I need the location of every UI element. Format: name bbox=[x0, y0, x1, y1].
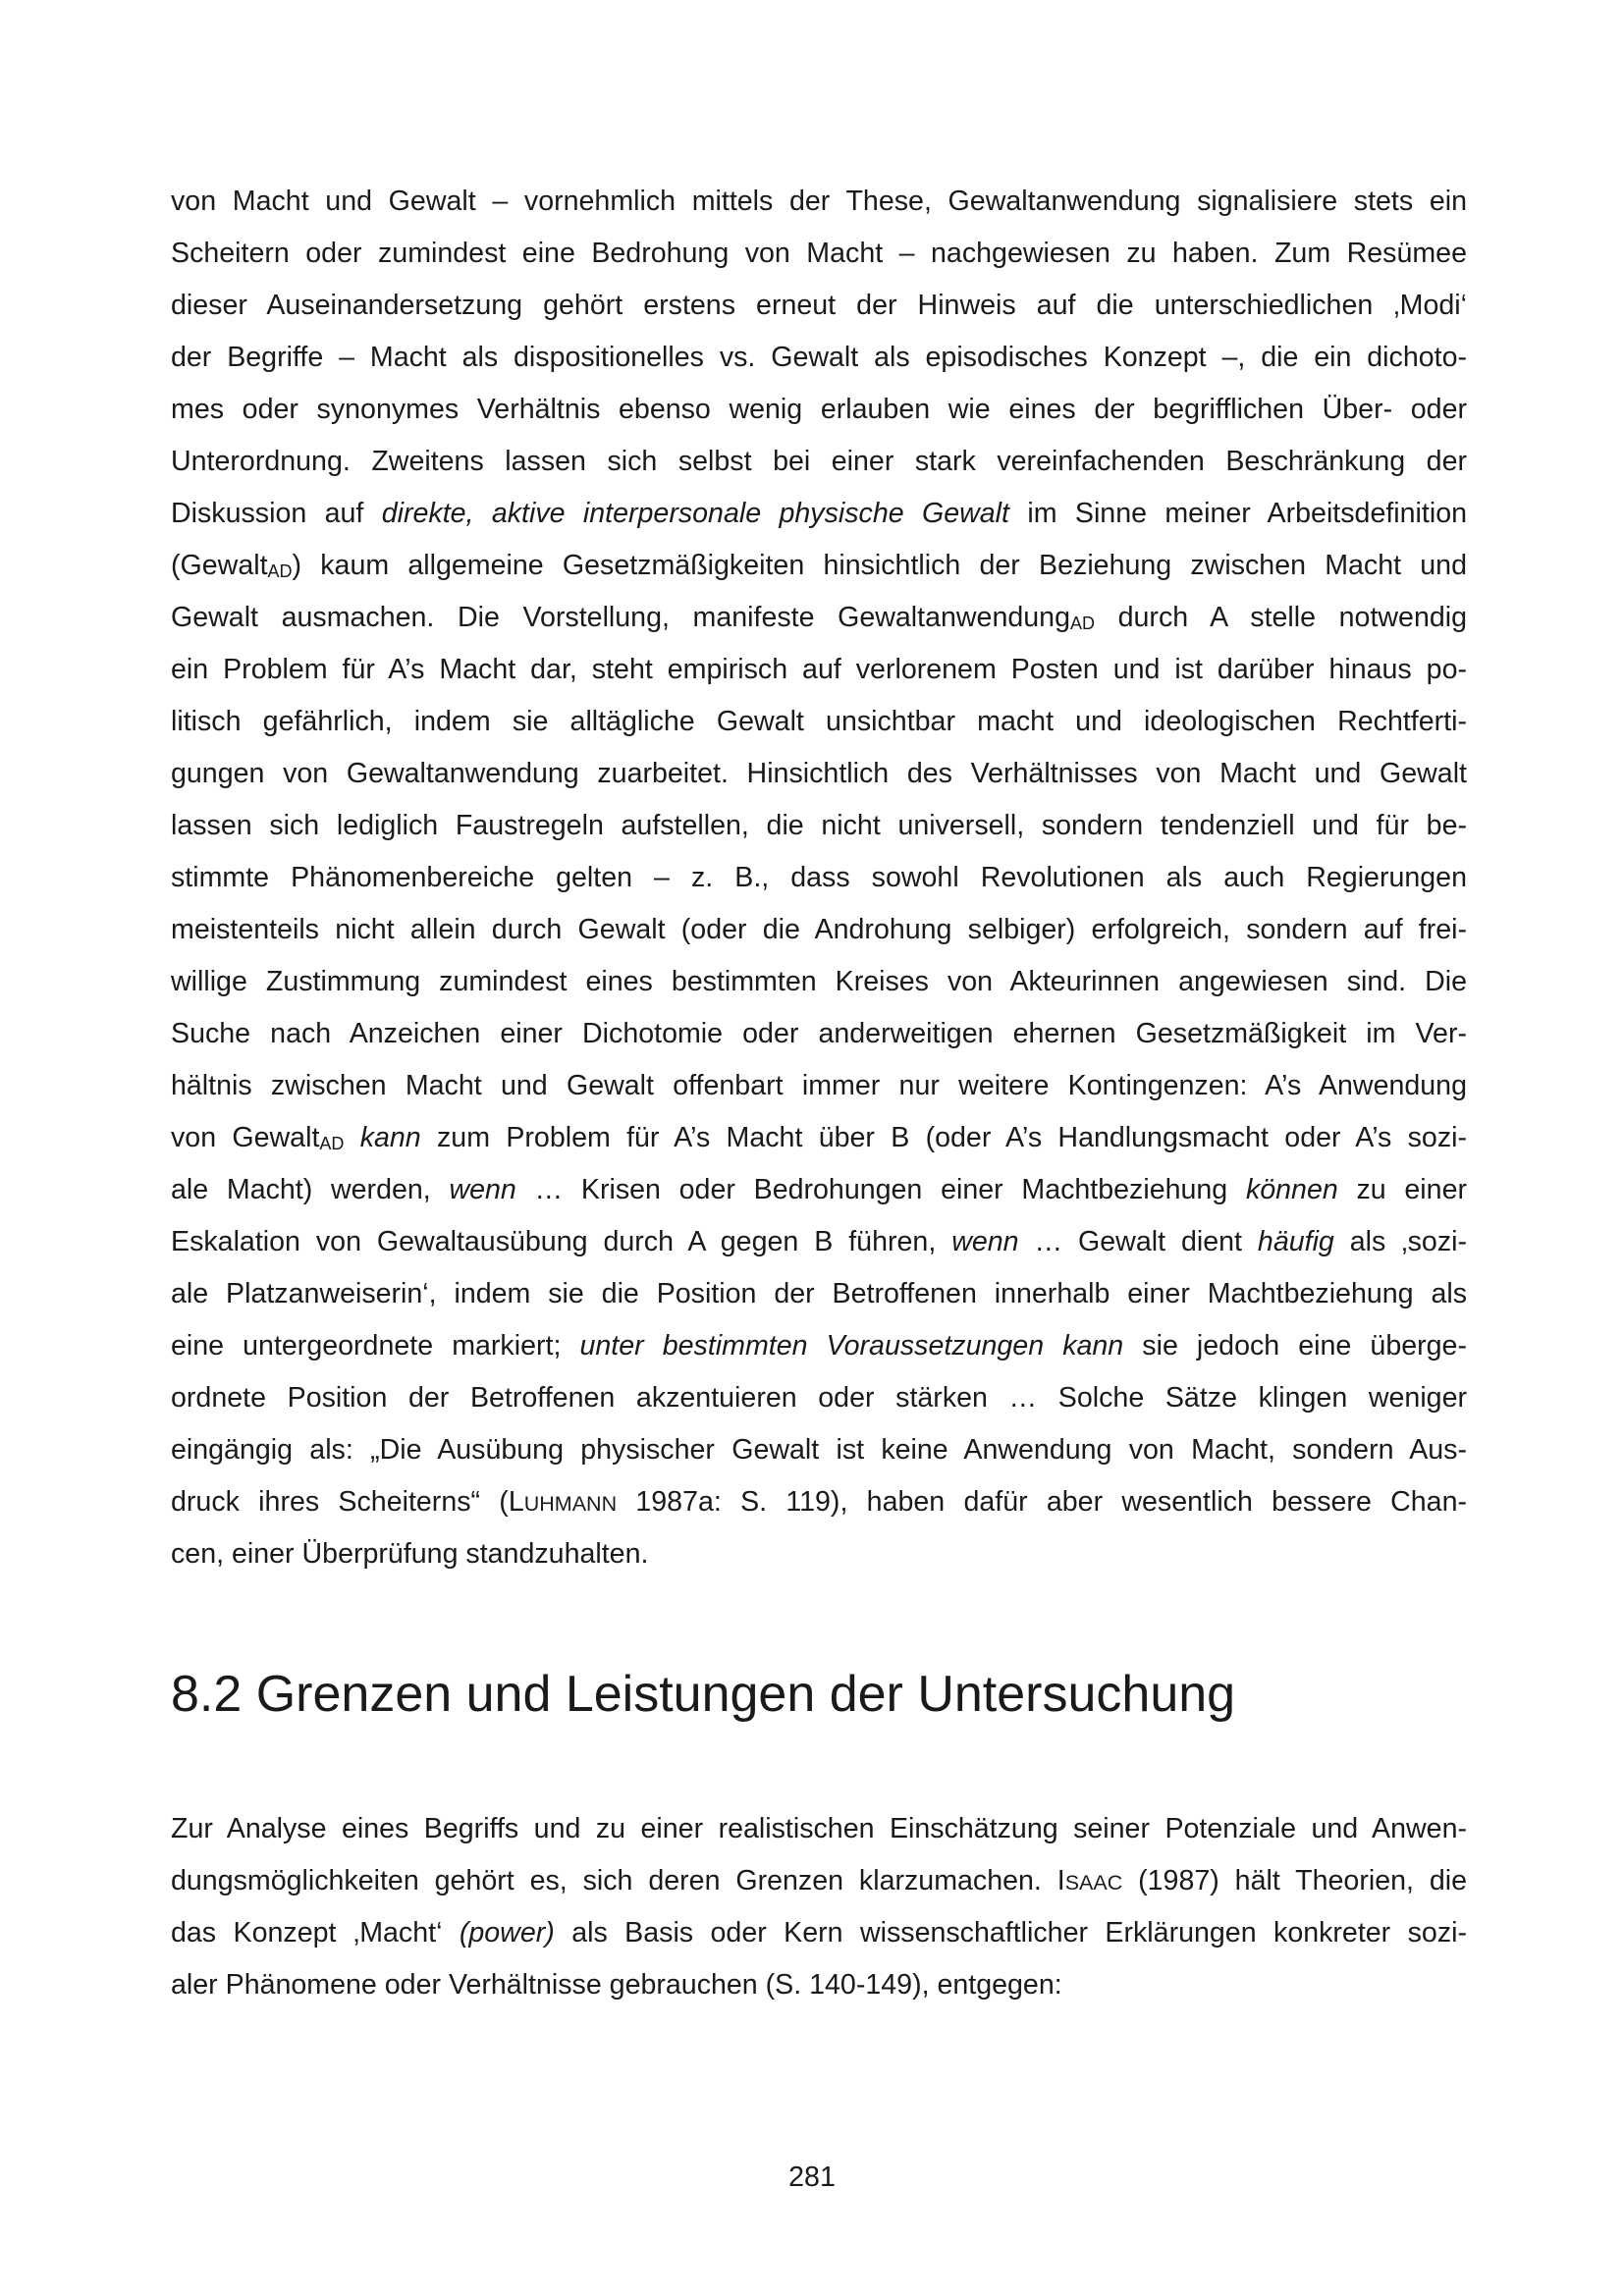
text-line: Unterordnung. Zweitens lassen sich selbst bei einer stark vereinfachenden Beschränkung der bbox=[171, 446, 1467, 477]
text-line: Zur Analyse eines Begriffs und zu einer realistischen Einschätzung seiner Potenziale und Anwen- bbox=[171, 1813, 1467, 1844]
body-paragraph-2 bbox=[171, 1803, 1467, 2011]
body-paragraph-1 bbox=[171, 176, 1467, 1580]
subscript-text: AD bbox=[319, 1134, 345, 1153]
section-heading: 8.2 Grenzen und Leistungen der Untersuchung bbox=[171, 1666, 1236, 1723]
text-run: druck ihres Scheiterns“ (L bbox=[171, 1486, 524, 1518]
text-run: das Konzept ‚Macht‘ bbox=[171, 1917, 460, 1949]
emphasis-text: (power) bbox=[459, 1917, 555, 1949]
text-run: Eskalation von Gewaltausübung durch A gegen B führen, bbox=[171, 1226, 952, 1257]
text-run: zum Problem für A’s Macht über B (oder A’s Handlungsmacht oder A’s sozi- bbox=[420, 1122, 1467, 1153]
small-caps-author: SAAC bbox=[1064, 1871, 1123, 1895]
text-line: aler Phänomene oder Verhältnisse gebrauchen (S. 140-149), entgegen: bbox=[171, 1969, 1062, 2001]
text-line: cen, einer Überprüfung standzuhalten. bbox=[171, 1538, 649, 1570]
text-line bbox=[171, 1476, 1467, 1528]
text-run: durch A stelle notwendig bbox=[1095, 602, 1467, 633]
text-run: Diskussion auf bbox=[171, 498, 382, 529]
text-line: gungen von Gewaltanwendung zuarbeitet. Hinsichtlich des Verhältnisses von Macht und Gewalt bbox=[171, 758, 1467, 789]
text-run: Gewalt ausmachen. Die Vorstellung, manifeste Gewaltanwendung bbox=[171, 602, 1070, 633]
text-line bbox=[171, 1112, 1467, 1164]
emphasis-text: häufig bbox=[1257, 1226, 1334, 1257]
emphasis-text: kann bbox=[359, 1122, 421, 1153]
text-run: ) kaum allgemeine Gesetzmäßigkeiten hinsichtlich der Beziehung zwischen Macht und bbox=[292, 550, 1467, 581]
text-line: ale Platzanweiserin‘, indem sie die Position der Betroffenen innerhalb einer Machtbeziehung als bbox=[171, 1278, 1467, 1309]
text-run: im Sinne meiner Arbeitsdefinition bbox=[1008, 498, 1468, 529]
emphasis-text: unter bestimmten Voraussetzungen kann bbox=[579, 1330, 1124, 1362]
text-line bbox=[171, 1907, 1467, 1959]
emphasis-text: wenn bbox=[449, 1174, 516, 1205]
text-line: Suche nach Anzeichen einer Dichotomie oder anderweitigen ehernen Gesetzmäßigkeit im Ver- bbox=[171, 1018, 1467, 1049]
text-run: sie jedoch eine überge- bbox=[1123, 1330, 1467, 1362]
text-run: als Basis oder Kern wissenschaftlicher Erklärungen konkreter sozi- bbox=[554, 1917, 1467, 1949]
text-line: hältnis zwischen Macht und Gewalt offenbart immer nur weitere Kontingenzen: A’s Anwendung bbox=[171, 1070, 1467, 1101]
text-line bbox=[171, 592, 1467, 644]
text-line: dieser Auseinandersetzung gehört erstens erneut der Hinweis auf die unterschiedlichen ‚Modi‘ bbox=[171, 290, 1467, 321]
text-run: … Gewalt dient bbox=[1018, 1226, 1258, 1257]
text-line bbox=[171, 1164, 1467, 1216]
text-line: Scheitern oder zumindest eine Bedrohung von Macht – nachgewiesen zu haben. Zum Resümee bbox=[171, 238, 1467, 269]
text-line: willige Zustimmung zumindest eines bestimmten Kreises von Akteurinnen angewiesen sind. Die bbox=[171, 966, 1467, 997]
text-line bbox=[171, 540, 1467, 592]
text-line bbox=[171, 1216, 1467, 1268]
text-line: ein Problem für A’s Macht dar, steht empirisch auf verlorenem Posten und ist darüber hinaus po- bbox=[171, 654, 1467, 685]
page-number: 281 bbox=[788, 2162, 836, 2193]
text-run: (Gewalt bbox=[171, 550, 268, 581]
emphasis-text: direkte, aktive interpersonale physische Gewalt bbox=[381, 498, 1009, 529]
text-run: (1987) hält Theorien, die bbox=[1122, 1865, 1467, 1896]
text-line bbox=[171, 1855, 1467, 1907]
text-run: ale Macht) werden, bbox=[171, 1174, 450, 1205]
text-line: litisch gefährlich, indem sie alltägliche Gewalt unsichtbar macht und ideologischen Rechtferti- bbox=[171, 706, 1467, 737]
text-run: dungsmöglichkeiten gehört es, sich deren Grenzen klarzumachen. I bbox=[171, 1865, 1065, 1896]
text-run: … Krisen oder Bedrohungen einer Machtbeziehung bbox=[515, 1174, 1246, 1205]
emphasis-text: können bbox=[1245, 1174, 1338, 1205]
text-line: eingängig als: „Die Ausübung physischer Gewalt ist keine Anwendung von Macht, sondern Aus- bbox=[171, 1434, 1467, 1466]
small-caps-author: UHMANN bbox=[523, 1492, 618, 1516]
text-line: ordnete Position der Betroffenen akzentuieren oder stärken … Solche Sätze klingen weniger bbox=[171, 1382, 1467, 1414]
text-run: eine untergeordnete markiert; bbox=[171, 1330, 580, 1362]
text-line: lassen sich lediglich Faustregeln aufstellen, die nicht universell, sondern tendenziell und für be- bbox=[171, 810, 1467, 841]
subscript-text: AD bbox=[267, 561, 293, 581]
text-line bbox=[171, 488, 1467, 540]
emphasis-text: wenn bbox=[951, 1226, 1019, 1257]
text-run bbox=[344, 1122, 359, 1153]
text-line: meistenteils nicht allein durch Gewalt (oder die Androhung selbiger) erfolgreich, sondern auf frei- bbox=[171, 914, 1467, 945]
text-line bbox=[171, 1320, 1467, 1372]
text-line: stimmte Phänomenbereiche gelten – z. B., dass sowohl Revolutionen als auch Regierungen bbox=[171, 862, 1467, 893]
text-line: mes oder synonymes Verhältnis ebenso wenig erlauben wie eines der begrifflichen Über- oder bbox=[171, 394, 1467, 425]
text-line: von Macht und Gewalt – vornehmlich mittels der These, Gewaltanwendung signalisiere stets ein bbox=[171, 186, 1467, 217]
text-run: als ‚sozi- bbox=[1333, 1226, 1467, 1257]
text-run: 1987a: S. 119), haben dafür aber wesentlich bessere Chan- bbox=[617, 1486, 1467, 1518]
text-line: der Begriffe – Macht als dispositionelles vs. Gewalt als episodisches Konzept –, die ein dichoto- bbox=[171, 342, 1467, 373]
subscript-text: AD bbox=[1069, 614, 1095, 633]
text-run: von Gewalt bbox=[171, 1122, 320, 1153]
text-run: zu einer bbox=[1337, 1174, 1467, 1205]
